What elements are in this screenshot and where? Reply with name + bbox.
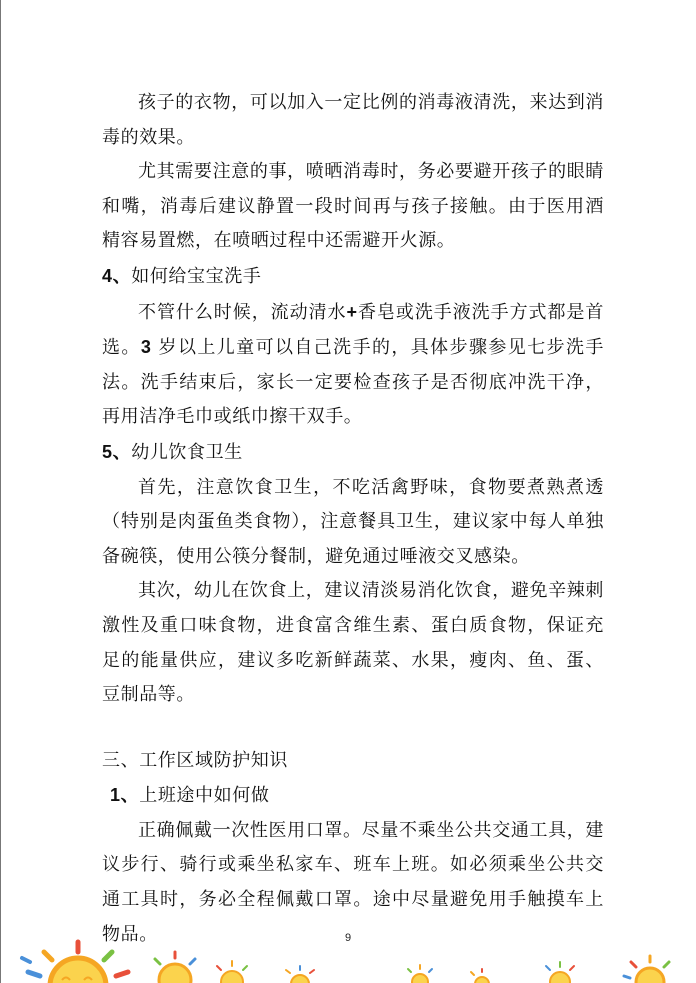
tiny-sun-icon xyxy=(471,969,489,983)
paragraph-diet-advice: 其次，幼儿在饮食上，建议清淡易消化饮食，避免辛辣刺激性及重口味食物，进食富含维生素、蛋白质食物，保证充足的能量供应，建议多吃新鲜蔬菜、水果，瘦肉、鱼、蛋、豆制品等。 xyxy=(102,580,604,706)
text-run: 不管什么时候，流动清水 xyxy=(138,301,347,323)
document-body xyxy=(102,86,604,952)
decorative-suns-footer xyxy=(0,924,696,983)
text-run: + xyxy=(346,301,358,322)
paragraph-commute-mask: 正确佩戴一次性医用口罩。尽量不乘坐公共交通工具，建议步行、骑行或乘坐私家车、班车上班。如必须乘坐公共交通工具时，务必全程佩戴口罩。途中尽量避免用手触摸车上物品。 xyxy=(102,819,604,945)
heading-number: 4、 xyxy=(102,265,132,286)
heading-text: 如何给宝宝洗手 xyxy=(131,265,262,287)
medium-sun-icon xyxy=(624,956,669,983)
heading-child-diet xyxy=(102,435,604,471)
heading-number: 1、 xyxy=(110,785,140,806)
page-number: 9 xyxy=(344,932,352,944)
heading-text: 幼儿饮食卫生 xyxy=(131,441,243,463)
small-sun-icon xyxy=(217,961,247,983)
heading-text: 上班途中如何做 xyxy=(139,785,270,807)
heading-hand-washing xyxy=(102,259,604,295)
section-spacer xyxy=(102,713,604,744)
tiny-sun-icon xyxy=(408,965,432,983)
text-run: 3 xyxy=(140,337,152,358)
small-sun-icon xyxy=(286,966,314,983)
medium-sun-icon xyxy=(155,952,195,983)
section-heading-workplace: 三、工作区域防护知识 xyxy=(102,749,288,771)
large-sun-icon xyxy=(22,942,128,983)
small-sun-icon xyxy=(546,962,574,983)
page-left-edge xyxy=(0,0,1,983)
paragraph-hand-washing xyxy=(102,295,604,435)
paragraph-spray-caution: 尤其需要注意的事，喷晒消毒时，务必要避开孩子的眼睛和嘴，消毒后建议静置一段时间再与孩子接触。由于医用酒精容易置燃，在喷晒过程中还需避开火源。 xyxy=(102,161,604,252)
heading-commute xyxy=(102,778,604,814)
paragraph-clothes-disinfection: 孩子的衣物，可以加入一定比例的消毒液清洗，来达到消毒的效果。 xyxy=(102,92,604,148)
heading-number: 5、 xyxy=(102,441,132,462)
text-run: 香皂或洗手液洗手方式都是首选。 xyxy=(102,301,604,359)
paragraph-food-hygiene: 首先，注意饮食卫生，不吃活禽野味，食物要煮熟煮透（特别是肉蛋鱼类食物），注意餐具卫生，建议家中每人单独备碗筷，使用公筷分餐制，避免通过唾液交叉感染。 xyxy=(102,476,604,567)
text-run: 岁以上儿童可以自己洗手的，具体步骤参见七步洗手法。洗手结束后，家长一定要检查孩子是否彻底冲洗干净，再用洁净毛巾或纸巾擦干双手。 xyxy=(102,337,604,428)
